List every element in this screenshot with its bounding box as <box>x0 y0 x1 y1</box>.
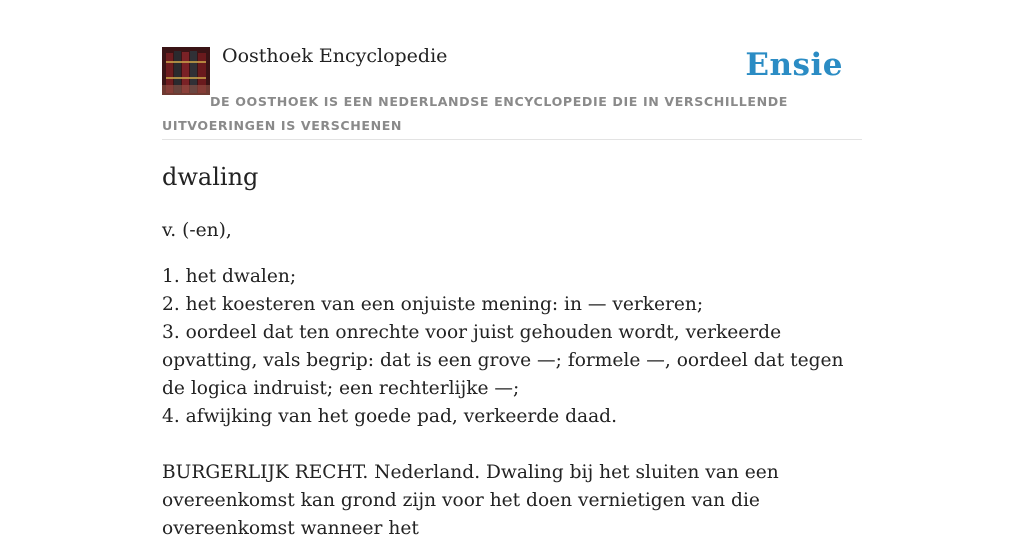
encyclopedia-books-icon[interactable] <box>162 47 210 95</box>
entry-title: dwaling <box>162 163 259 191</box>
definitions-list <box>162 263 862 431</box>
definition-item: 2. het koesteren van een onjuiste mening: in — verkeren; <box>162 294 704 315</box>
grammar-info: v. (-en), <box>162 220 232 241</box>
site-tagline: DE OOSTHOEK IS EEN NEDERLANDSE ENCYCLOPEDIE DIE IN VERSCHILLENDE UITVOERINGEN IS VERSCHENEN <box>162 94 789 133</box>
definition-item: 4. afwijking van het goede pad, verkeerde daad. <box>162 406 617 427</box>
site-title[interactable]: Oosthoek Encyclopedie <box>222 45 448 67</box>
site-header <box>162 0 862 140</box>
brand-logo[interactable]: Ensie <box>745 47 843 83</box>
definition-item: 1. het dwalen; <box>162 266 297 287</box>
definition-item: 3. oordeel dat ten onrechte voor juist gehouden wordt, verkeerde opvatting, vals begrip: dat is een grove —; formele —, oordeel dat tegen de logica indruist; een rechterlijke —; <box>162 322 844 399</box>
page-container <box>162 0 862 539</box>
body-paragraph: BURGERLIJK RECHT. Nederland. Dwaling bij het sluiten van een overeenkomst kan grond zijn voor het doen vernietigen van die overeenkomst wanneer het <box>162 462 779 539</box>
